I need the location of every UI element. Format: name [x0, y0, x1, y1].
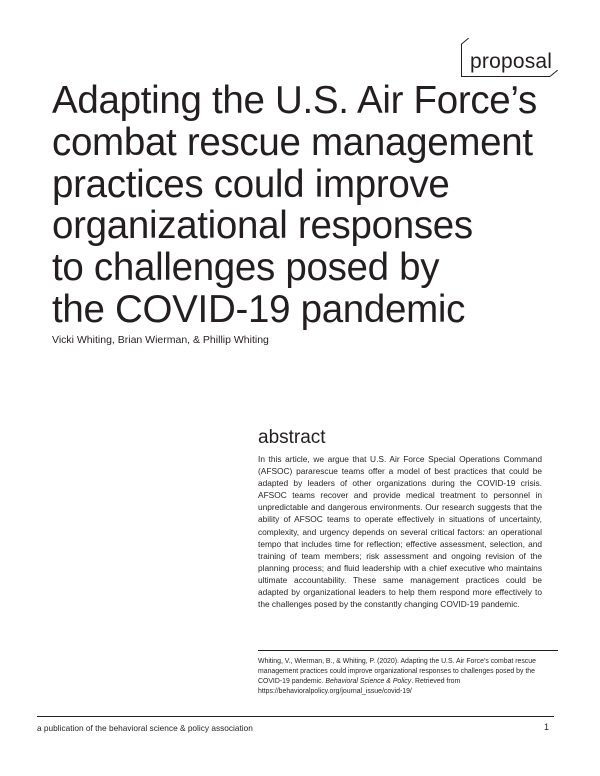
- citation-journal: Behavioral Science & Policy: [325, 678, 412, 685]
- citation-text: Whiting, V., Wierman, B., & Whiting, P. (2020). Adapting the U.S. Air Force’s combat rescue management practices could improve organizational responses to challenges posed by the COVID-19 pandemic.: [258, 658, 536, 685]
- footer-divider: [37, 716, 554, 717]
- abstract-body: In this article, we argue that U.S. Air Force Special Operations Command (AFSOC) pararescue teams offer a model of best practices that could be adapted by leaders of other organizations during the COVID-19 crisis. AFSOC teams recover and provide medical treatment to personnel in unpredictable and dangerous environments. Our research suggests that the ability of AFSOC teams to operate effectively in situations of uncertainty, complexity, and urgency depends on several critical factors: an operational tempo that includes time for reflection; effective assessment, selection, and training of team members; risk assessment and ongoing revision of the planning process; and fluid leadership with a chief executive who maintains ultimate accountability. These same management practices could be adapted by organizational leaders to help them respond more effectively to the challenges posed by the constantly changing COVID-19 pandemic.: [258, 454, 542, 610]
- footer-publication: a publication of the behavioral science & policy association: [37, 723, 253, 733]
- title-line: organizational responses: [52, 204, 473, 248]
- citation: [258, 657, 558, 697]
- author-list: Vicki Whiting, Brian Wierman, & Phillip Whiting: [52, 334, 269, 346]
- title-line: to challenges posed by: [52, 246, 440, 290]
- article-title: [52, 80, 552, 331]
- abstract-heading: abstract: [258, 427, 326, 448]
- tag-bracket-bottom: [461, 76, 550, 77]
- citation-divider: [258, 650, 558, 651]
- tag-bracket-left: [461, 44, 462, 76]
- title-line: combat rescue management: [52, 120, 533, 164]
- title-line: the COVID-19 pandemic: [52, 287, 466, 331]
- article-type-tag: proposal: [470, 50, 553, 73]
- page-number: 1: [544, 722, 550, 732]
- citation-url-text: . Retrieved from https://behavioralpolicy.org/journal_issue/covid-19/: [258, 678, 461, 695]
- title-line: Adapting the U.S. Air Force’s: [52, 79, 537, 122]
- title-line: practices could improve: [52, 162, 450, 206]
